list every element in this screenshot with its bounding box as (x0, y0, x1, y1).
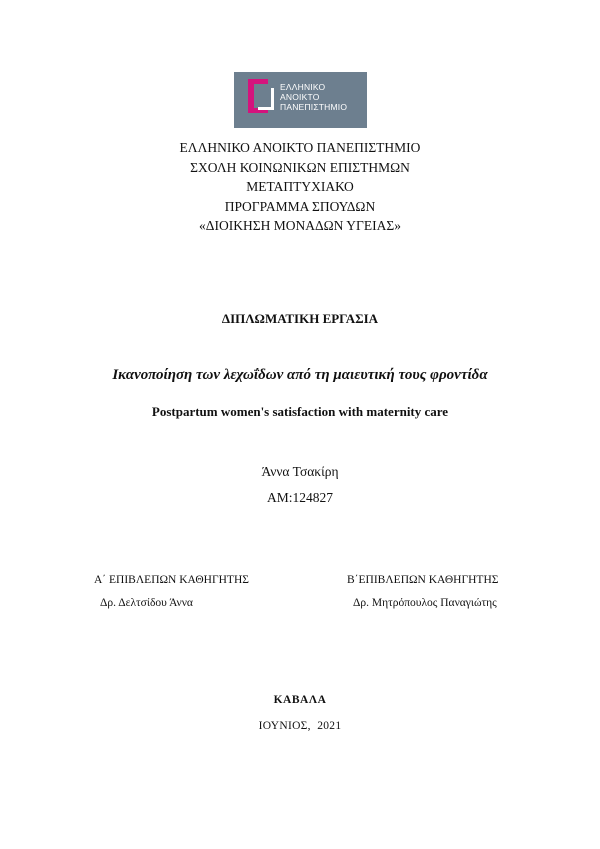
logo-line-1: ΕΛΛΗΝΙΚΟ (280, 82, 326, 92)
student-id: ΑΜ:124827 (266, 490, 333, 505)
thesis-title-english: Postpartum women's satisfaction with maternity care (151, 404, 449, 419)
institution-line-5: «ΔΙΟΙΚΗΣΗ ΜΟΝΑΔΩΝ ΥΓΕΙΑΣ» (199, 218, 401, 233)
institution-line-2: ΣΧΟΛΗ ΚΟΙΝΩΝΙΚΩΝ ΕΠΙΣΤΗΜΩΝ (190, 159, 410, 175)
logo-mark-icon (248, 79, 274, 113)
logo-text (280, 82, 364, 112)
first-supervisor-role: Α΄ ΕΠΙΒΛΕΠΩΝ ΚΑΘΗΓΗΤΗΣ (94, 574, 249, 586)
logo-line-2: ΑΝΟΙΚΤΟ (280, 92, 320, 102)
date: ΙΟΥΝΙΟΣ, 2021 (258, 720, 342, 732)
institution-line-4: ΠΡΟΓΡΑΜΜΑ ΣΠΟΥΔΩΝ (224, 198, 376, 214)
institution-line-1: ΕΛΛΗΝΙΚΟ ΑΝΟΙΚΤΟ ΠΑΝΕΠΙΣΤΗΜΙΟ (179, 140, 421, 155)
document-type: ΔΙΠΛΩΜΑΤΙΚΗ ΕΡΓΑΣΙΑ (221, 311, 379, 326)
institution-line-3: ΜΕΤΑΠΤΥΧΙΑΚΟ (246, 179, 354, 194)
thesis-title-greek: Ικανοποίηση των λεχωΐδων από τη μαιευτική τους φροντίδα (112, 367, 488, 383)
second-supervisor-role: Β΄ΕΠΙΒΛΕΠΩΝ ΚΑΘΗΓΗΤΗΣ (347, 574, 499, 586)
logo-line-3: ΠΑΝΕΠΙΣΤΗΜΙΟ (280, 102, 348, 112)
institution-block (0, 138, 600, 236)
university-logo (234, 72, 367, 128)
author-name: Άννα Τσακίρη (261, 464, 339, 479)
first-supervisor-name: Δρ. Δελτσίδου Άννα (100, 597, 193, 609)
place: ΚΑΒΑΛΑ (273, 694, 327, 706)
second-supervisor-name: Δρ. Μητρόπουλος Παναγιώτης (353, 597, 497, 609)
